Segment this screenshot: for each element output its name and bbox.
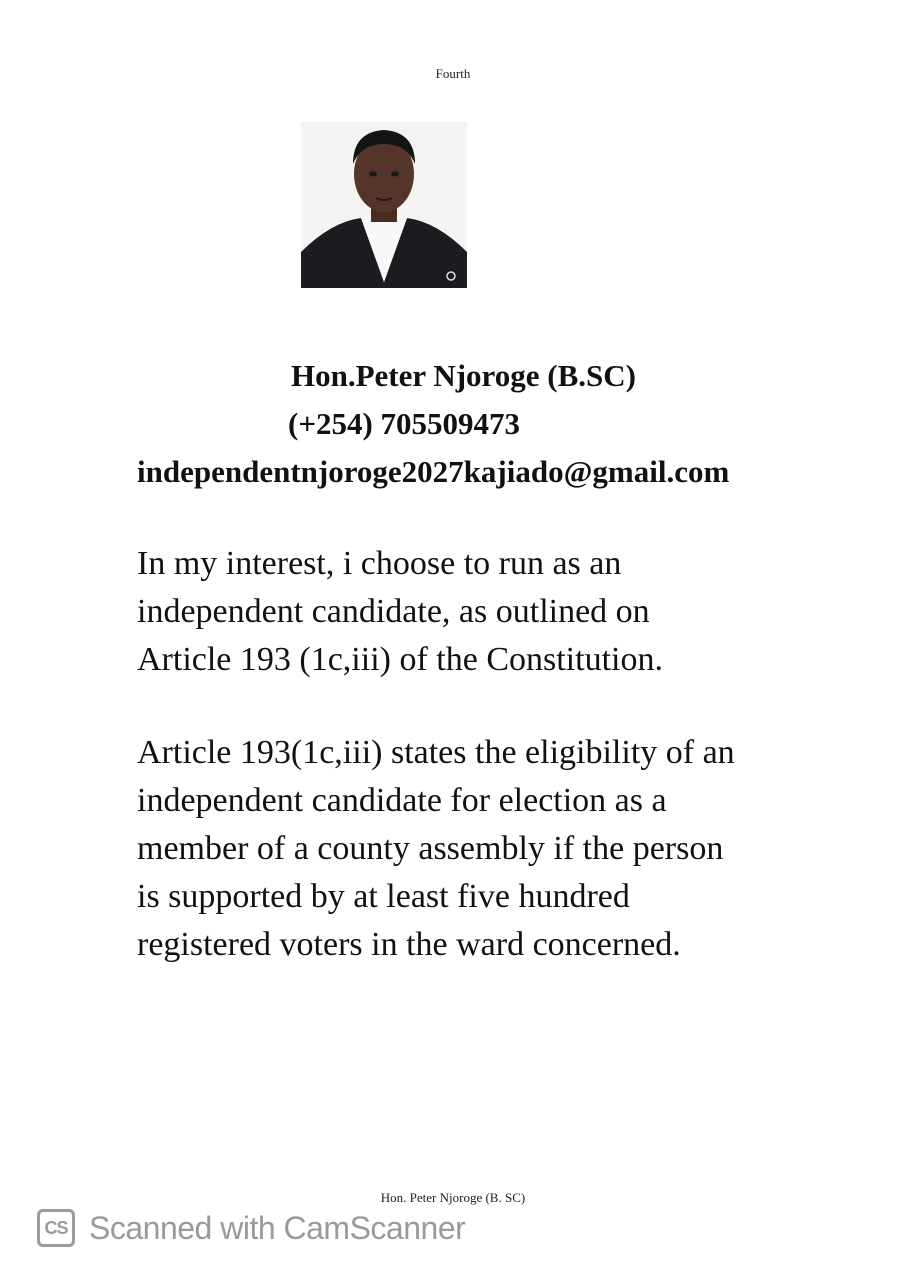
candidate-photo: [301, 122, 467, 288]
paragraph-line: is supported by at least five hundred: [137, 878, 630, 915]
paragraph-line: In my interest, i choose to run as an: [137, 545, 622, 582]
email-address: independentnjoroge2027kajiado@gmail.com: [137, 454, 730, 489]
paragraph-line: independent candidate, as outlined on: [137, 593, 650, 630]
paragraph-article: [137, 729, 797, 969]
page-label: Fourth: [435, 66, 471, 81]
camscanner-watermark: [37, 1206, 465, 1250]
camscanner-logo-icon: CS: [37, 1209, 75, 1247]
watermark-text: Scanned with CamScanner: [89, 1209, 466, 1246]
paragraph-line: registered voters in the ward concerned.: [137, 926, 681, 963]
paragraph-line: independent candidate for election as a: [137, 782, 667, 819]
candidate-name: Hon.Peter Njoroge (B.SC): [291, 358, 636, 393]
footer-label: Hon. Peter Njoroge (B. SC): [380, 1190, 526, 1205]
paragraph-intent: [137, 540, 797, 684]
paragraph-line: Article 193(1c,iii) states the eligibility of an: [137, 734, 735, 771]
paragraph-line: Article 193 (1c,iii) of the Constitution.: [137, 641, 663, 678]
contact-block: [0, 352, 906, 496]
paragraph-line: member of a county assembly if the person: [137, 830, 724, 867]
phone-number: (+254) 705509473: [288, 406, 521, 441]
